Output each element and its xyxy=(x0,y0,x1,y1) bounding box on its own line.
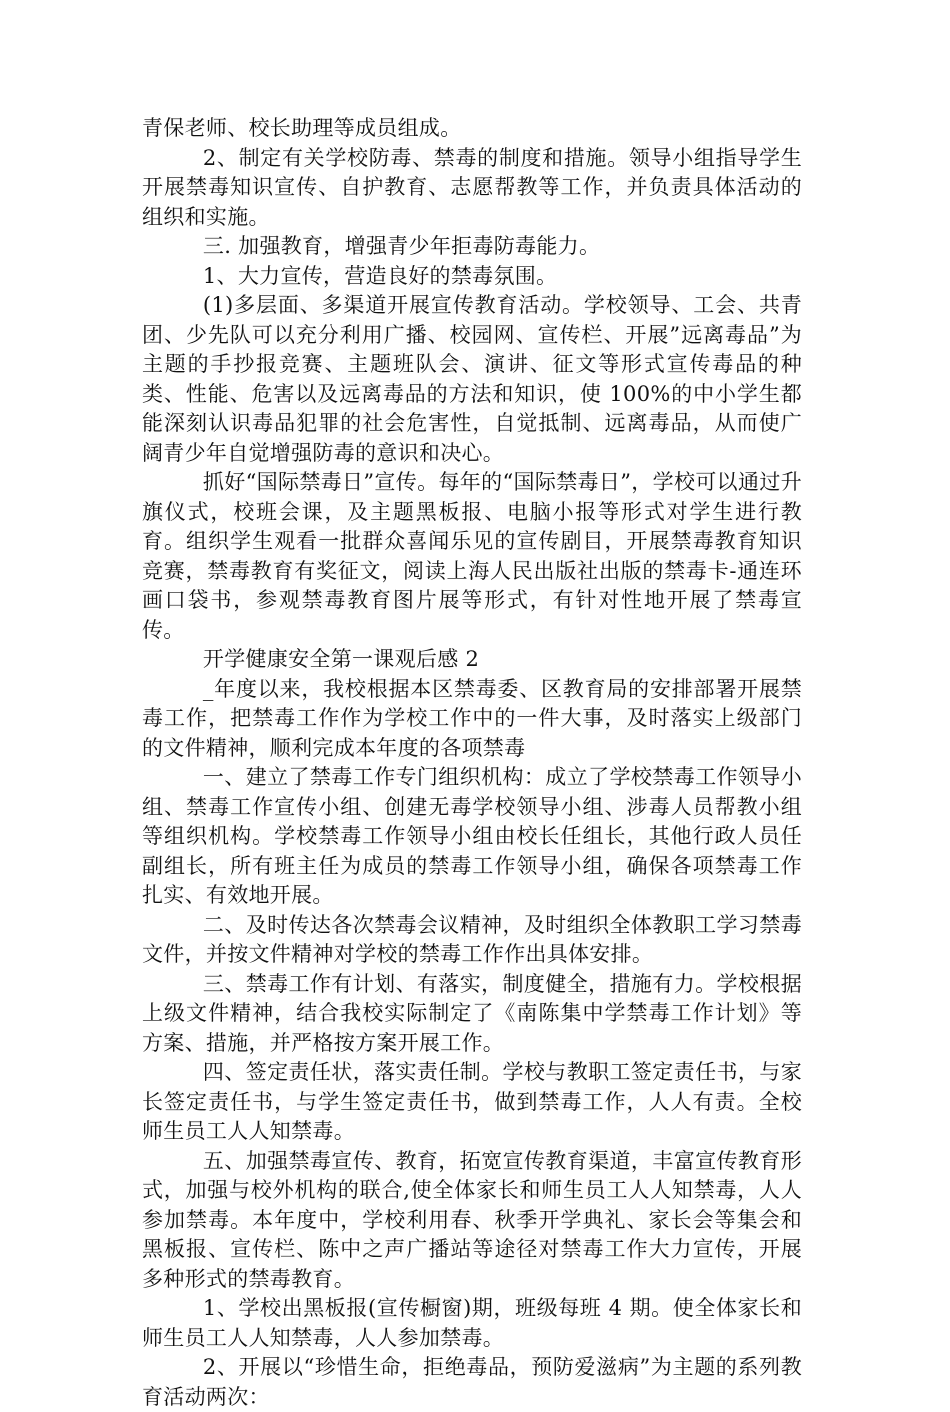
paragraph-12: 四、签定责任状，落实责任制。学校与教职工签定责任书，与家长签定责任书，与学生签定责任书，做到禁毒工作，人人有责。全校师生员工人人知禁毒。 xyxy=(142,1060,802,1143)
paragraph-6: 抓好“国际禁毒日”宣传。每年的“国际禁毒日”，学校可以通过升旗仪式，校班会课，及主题黑板报、电脑小报等形式对学生进行教育。组织学生观看一批群众喜闻乐见的宣传剧目，开展禁毒教育知识竞赛，禁毒教育有奖征文，阅读上海人民出版社出版的禁毒卡-通连环画口袋书，参观禁毒教育图片展等形式，有针对性地开展了禁毒宣传。 xyxy=(142,470,802,642)
paragraph-5: (1)多层面、多渠道开展宣传教育活动。学校领导、工会、共青团、少先队可以充分利用广播、校园网、宣传栏、开展”远离毒品”为主题的手抄报竞赛、主题班队会、演讲、征文等形式宣传毒品的种类、性能、危害以及远离毒品的方法和知识，使 100%的中小学生都能深刻认识毒品犯罪的社会危害性，自觉抵制、远离毒品，从而使广阔青少年自觉增强防毒的意识和决心。 xyxy=(142,293,802,465)
document-page xyxy=(142,114,802,1412)
paragraph-2: 2、制定有关学校防毒、禁毒的制度和措施。领导小组指导学生开展禁毒知识宣传、自护教育、志愿帮教等工作，并负责具体活动的组织和实施。 xyxy=(142,145,802,229)
paragraph-8: _年度以来，我校根据本区禁毒委、区教育局的安排部署开展禁毒工作，把禁毒工作作为学校工作中的一件大事，及时落实上级部门的文件精神，顺利完成本年度的各项禁毒 xyxy=(142,676,802,760)
paragraph-1: 青保老师、校长助理等成员组成。 xyxy=(142,116,462,140)
paragraph-4: 1、大力宣传，营造良好的禁毒氛围。 xyxy=(202,263,558,288)
section-heading: 开学健康安全第一课观后感 2 xyxy=(202,647,480,671)
paragraph-11: 三、禁毒工作有计划、有落实，制度健全，措施有力。学校根据上级文件精神，结合我校实际制定了《南陈集中学禁毒工作计划》等方案、措施，并严格按方案开展工作。 xyxy=(142,971,802,1055)
paragraph-13: 五、加强禁毒宣传、教育，拓宽宣传教育渠道，丰富宣传教育形式，加强与校外机构的联合,使全体家长和师生员工人人知禁毒，人人参加禁毒。本年度中，学校利用春、秋季开学典礼、家长会等集会和黑板报、宣传栏、陈中之声广播站等途径对禁毒工作大力宣传，开展多种形式的禁毒教育。 xyxy=(142,1148,802,1291)
paragraph-10: 二、及时传达各次禁毒会议精神，及时组织全体教职工学习禁毒文件，并按文件精神对学校的禁毒工作作出具体安排。 xyxy=(142,912,802,966)
paragraph-3: 三. 加强教育，增强青少年拒毒防毒能力。 xyxy=(202,234,601,258)
paragraph-9: 一、建立了禁毒工作专门组织机构：成立了学校禁毒工作领导小组、禁毒工作宣传小组、创建无毒学校领导小组、涉毒人员帮教小组等组织机构。学校禁毒工作领导小组由校长任组长，其他行政人员任副组长，所有班主任为成员的禁毒工作领导小组，确保各项禁毒工作扎实、有效地开展。 xyxy=(142,765,802,907)
paragraph-15: 2、开展以“珍惜生命，拒绝毒品，预防爱滋病”为主题的系列教育活动两次： xyxy=(142,1355,802,1409)
paragraph-14: 1、学校出黑板报(宣传橱窗)期，班级每班 4 期。使全体家长和师生员工人人知禁毒，人人参加禁毒。 xyxy=(142,1296,802,1350)
